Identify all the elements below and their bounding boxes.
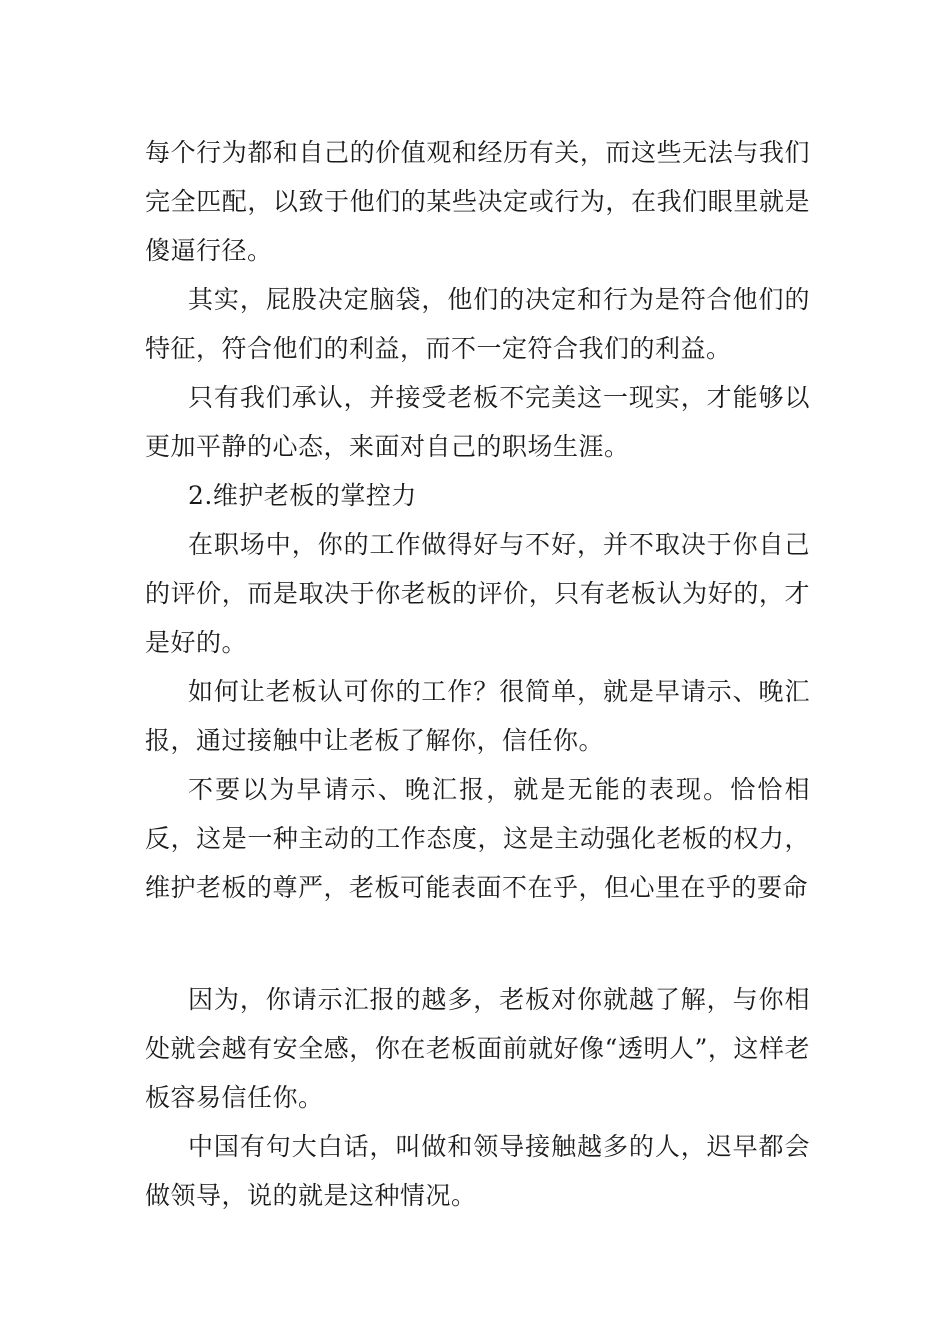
paragraph: 如何让老板认可你的工作？很简单，就是早请示、晚汇报，通过接触中让老板了解你，信任你。	[145, 677, 810, 755]
paragraph: 不要以为早请示、晚汇报，就是无能的表现。恰恰相反，这是一种主动的工作态度，这是主动强化老板的权力，维护老板的尊严，老板可能表面不在乎，但心里在乎的要命	[145, 775, 810, 902]
paragraph: 因为，你请示汇报的越多，老板对你就越了解，与你相处就会越有安全感，你在老板面前就好像“透明人”，这样老板容易信任你。	[145, 985, 810, 1112]
text-block-bottom	[145, 975, 810, 1220]
paragraph: 只有我们承认，并接受老板不完美这一现实，才能够以更加平静的心态，来面对自己的职场生涯。	[145, 383, 810, 461]
paragraph: 每个行为都和自己的价值观和经历有关，而这些无法与我们完全匹配，以致于他们的某些决定或行为，在我们眼里就是傻逼行径。	[145, 138, 810, 265]
paragraph: 其实，屁股决定脑袋，他们的决定和行为是符合他们的特征，符合他们的利益，而不一定符合我们的利益。	[145, 285, 810, 363]
paragraph: 中国有句大白话，叫做和领导接触越多的人，迟早都会做领导，说的就是这种情况。	[145, 1132, 810, 1210]
section-heading: 2.维护老板的掌控力	[188, 481, 417, 510]
text-block-top	[145, 128, 810, 912]
paragraph: 在职场中，你的工作做得好与不好，并不取决于你自己的评价，而是取决于你老板的评价，只有老板认为好的，才是好的。	[145, 530, 810, 657]
